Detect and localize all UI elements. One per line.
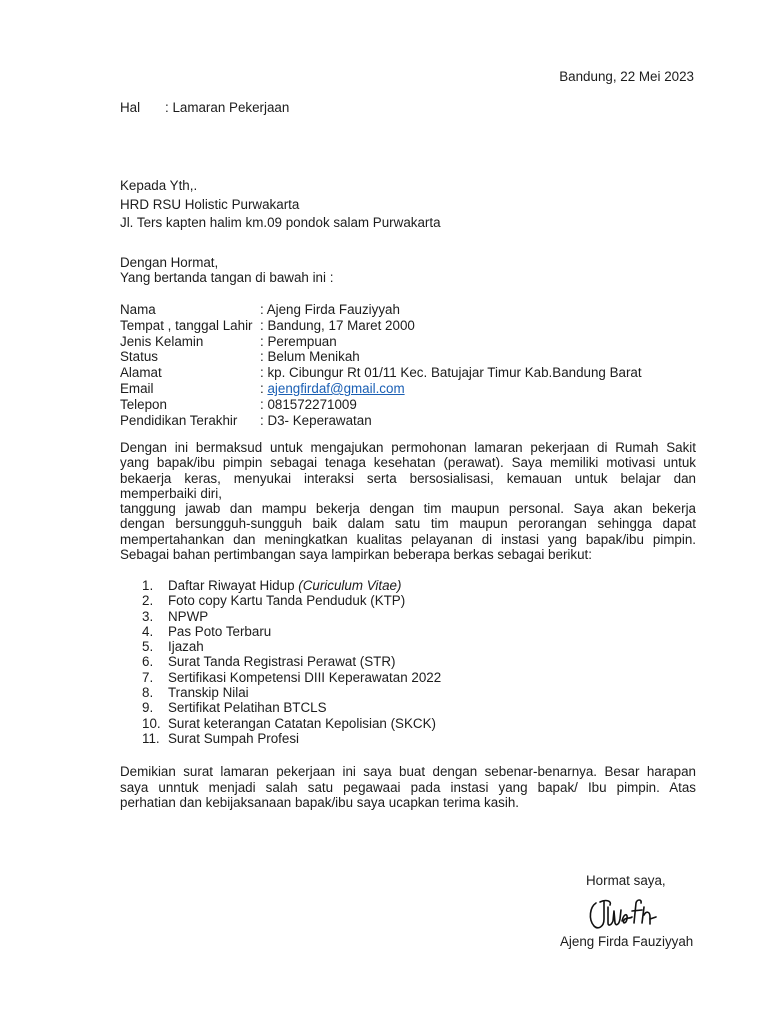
info-row-email xyxy=(120,381,642,397)
list-text: Surat keterangan Catatan Kepolisian (SKCK) xyxy=(168,715,436,731)
letter-date: Bandung, 22 Mei 2023 xyxy=(559,69,694,84)
info-row-name xyxy=(120,302,642,318)
list-number: 3. xyxy=(142,608,154,624)
list-number: 8. xyxy=(142,685,154,701)
greeting-intro: Yang bertanda tangan di bawah ini : xyxy=(120,270,334,285)
greeting-opening: Dengan Hormat, xyxy=(120,255,219,270)
list-number: 1. xyxy=(142,578,154,593)
body-line: Dengan ini bermaksud untuk mengajukan permohonan lamaran pekerjaan di Rumah Sakit xyxy=(120,440,696,455)
info-value: : Perempuan xyxy=(260,333,337,349)
closing-line: perhatian dan kebijaksanaan bapak/ibu saya ucapkan terima kasih. xyxy=(120,795,520,810)
info-value-prefix: : xyxy=(260,380,268,396)
list-item xyxy=(142,731,441,746)
list-item xyxy=(142,639,441,654)
body-line: Sebagai bahan pertimbangan saya lampirkan beberapa berkas sebagai berikut: xyxy=(120,547,592,563)
list-text: Ijazah xyxy=(168,639,204,655)
recipient-name: HRD RSU Holistic Purwakarta xyxy=(120,196,300,212)
info-row-birth xyxy=(120,318,642,334)
list-item xyxy=(142,670,441,685)
list-number: 7. xyxy=(142,669,154,685)
signer-name: Ajeng Firda Fauziyyah xyxy=(560,934,694,949)
info-value: : Belum Menikah xyxy=(260,349,360,365)
closing-paragraph xyxy=(120,764,696,811)
list-text: NPWP xyxy=(168,608,209,624)
signature-image xyxy=(586,893,666,933)
list-item xyxy=(142,609,441,624)
info-label: Telepon xyxy=(120,396,167,412)
list-item xyxy=(142,700,441,715)
body-paragraph xyxy=(120,440,696,562)
list-number: 9. xyxy=(142,700,154,716)
recipient-address: Jl. Ters kapten halim km.09 pondok salam Purwakarta xyxy=(120,215,441,230)
info-row-address xyxy=(120,365,642,381)
subject-value: : Lamaran Pekerjaan xyxy=(165,100,290,115)
info-value: : D3- Keperawatan xyxy=(260,412,372,428)
info-value: : Bandung, 17 Maret 2000 xyxy=(260,317,415,333)
list-text: Foto copy Kartu Tanda Penduduk (KTP) xyxy=(168,593,406,609)
subject-label: Hal xyxy=(120,100,141,115)
info-value: : Ajeng Firda Fauziyyah xyxy=(260,302,400,317)
list-text: Sertifikasi Kompetensi DIII Keperawatan 2022 xyxy=(168,669,442,685)
info-value: : kp. Cibungur Rt 01/11 Kec. Batujajar Timur Kab.Bandung Barat xyxy=(260,365,642,381)
list-number: 11. xyxy=(142,730,160,746)
list-item xyxy=(142,624,441,639)
info-label: Pendidikan Terakhir xyxy=(120,412,238,428)
subject-line xyxy=(120,100,289,116)
list-item xyxy=(142,578,441,593)
info-label: Tempat , tanggal Lahir xyxy=(120,317,253,333)
personal-info-table xyxy=(120,302,642,428)
list-item xyxy=(142,654,441,669)
list-number: 2. xyxy=(142,593,154,609)
body-line: memperbaiki diri, xyxy=(120,485,222,501)
list-text: Daftar Riwayat Hidup xyxy=(168,578,299,593)
closing-salutation: Hormat saya, xyxy=(586,873,666,888)
list-number: 4. xyxy=(142,623,154,639)
body-line: tanggung jawab dan mampu bekerja dengan tim maupun personal. Saya akan bekerja xyxy=(120,501,696,517)
list-number: 6. xyxy=(142,654,154,670)
list-item xyxy=(142,685,441,700)
info-row-gender xyxy=(120,334,642,350)
list-text-italic: (Curiculum Vitae) xyxy=(298,578,402,593)
body-line: bekaerja keras, menyukai interaksi serta bersosialisasi, kemauan untuk belajar dan xyxy=(120,470,696,486)
closing-line: Demikian surat lamaran pekerjaan ini saya buat dengan sebenar-benarnya. Besar harapan xyxy=(120,764,696,779)
greeting-block xyxy=(120,255,333,285)
list-item xyxy=(142,593,441,608)
list-number: 10. xyxy=(142,715,161,731)
info-row-phone xyxy=(120,397,642,413)
list-text: Surat Tanda Registrasi Perawat (STR) xyxy=(168,654,396,670)
info-value: : 081572271009 xyxy=(260,396,357,412)
info-label: Alamat xyxy=(120,365,162,381)
list-text: Pas Poto Terbaru xyxy=(168,623,272,639)
info-label: Status xyxy=(120,349,158,365)
info-label: Email xyxy=(120,380,154,396)
list-item xyxy=(142,716,441,731)
attachment-list xyxy=(142,578,441,746)
info-label: Nama xyxy=(120,302,156,317)
info-row-status xyxy=(120,349,642,365)
body-line: dengan bersungguh-sungguh baik dalam satu tim maupun perorangan sehingga dapat xyxy=(120,516,696,532)
recipient-salutation: Kepada Yth,. xyxy=(120,178,198,193)
closing-line: saya unntuk menjadi salah satu pegawaai pada instasi yang bapak/ Ibu pimpin. Atas xyxy=(120,779,696,795)
list-text: Transkip Nilai xyxy=(168,685,249,701)
info-row-education xyxy=(120,413,642,429)
info-label: Jenis Kelamin xyxy=(120,333,204,349)
email-link[interactable]: ajengfirdaf@gmail.com xyxy=(267,380,405,396)
list-text: Sertifikat Pelatihan BTCLS xyxy=(168,700,327,716)
recipient-block xyxy=(120,178,441,234)
list-number: 5. xyxy=(142,639,154,655)
body-line: mempertahankan dan meningkatkan kualitas pelayanan di instasi yang bapak/ibu pimpin. xyxy=(120,531,696,547)
body-line: yang bapak/ibu pimpin sebagai tenaga kesehatan (perawat). Saya memiliki motivasi untuk xyxy=(120,455,696,471)
list-text: Surat Sumpah Profesi xyxy=(168,730,299,746)
